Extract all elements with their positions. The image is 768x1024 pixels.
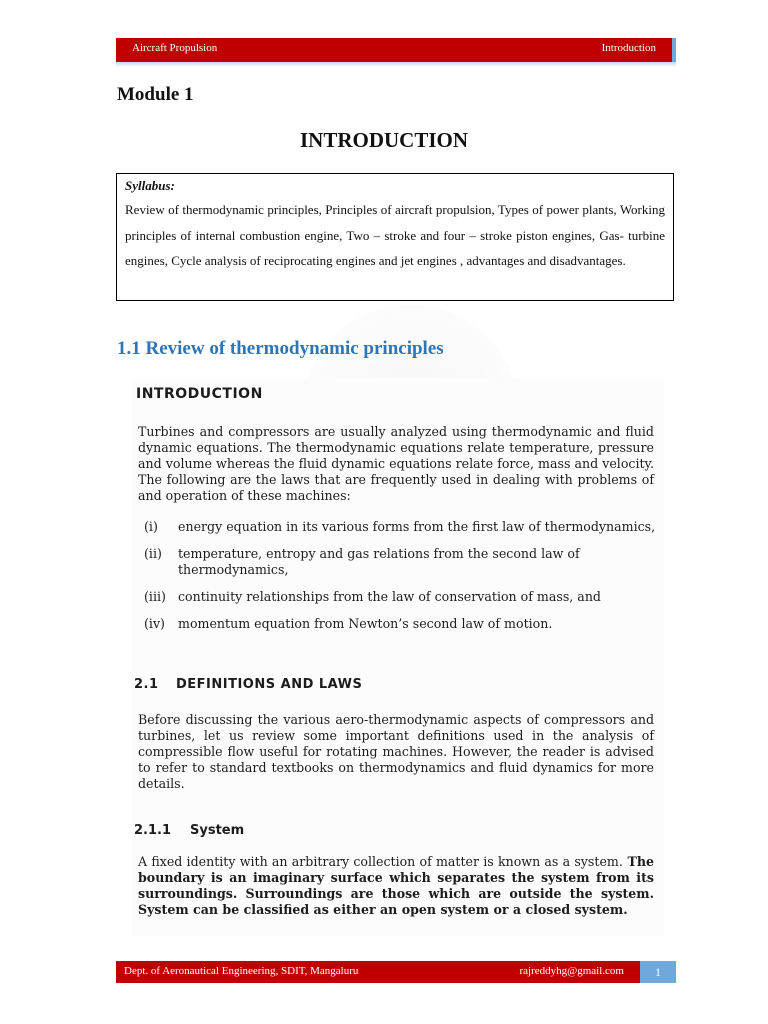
syllabus-body: Review of thermodynamic principles, Principles of aircraft propulsion, Types of power plants, Working principles of internal combustion engine, Two – stroke and four – stroke piston engines, Gas- turbine engines, Cycle analysis of reciprocating engines and jet engines , advantages and disadvantages. — [125, 202, 665, 268]
system-boundary-text: The boundary is an imaginary surface which separates the system from its surroundings. Surroundings are those which are outside the system. System can be classified as either an open system or a closed system. — [138, 854, 654, 917]
module-label: Module 1 — [117, 84, 194, 105]
scan-system-paragraph — [138, 854, 654, 918]
list-item-number: (i) — [144, 519, 158, 534]
list-item-text: momentum equation from Newton’s second law of motion. — [178, 616, 553, 631]
list-item-number: (iv) — [144, 616, 165, 631]
list-item — [144, 616, 656, 632]
header-course-title: Aircraft Propulsion — [132, 42, 218, 54]
list-item-text: energy equation in its various forms from the first law of thermodynamics, — [178, 519, 656, 534]
syllabus-label: Syllabus: — [125, 178, 175, 193]
list-item-text: continuity relationships from the law of conservation of mass, and — [178, 589, 601, 604]
section-number: 2.1 — [134, 677, 159, 692]
section-title: DEFINITIONS AND LAWS — [176, 677, 363, 692]
scan-section-2-1-heading — [134, 677, 362, 692]
list-item-number: (iii) — [144, 589, 166, 604]
list-item-number: (ii) — [144, 546, 162, 561]
section-number: 2.1.1 — [134, 823, 172, 838]
list-item — [144, 519, 656, 535]
system-definition: A fixed identity with an arbitrary collection of matter is known as a system. — [138, 854, 623, 869]
scan-intro-heading: INTRODUCTION — [136, 386, 263, 402]
scanned-textbook-excerpt — [132, 378, 664, 936]
header-accent — [672, 38, 676, 62]
scan-law-list — [144, 519, 656, 643]
list-item — [144, 589, 656, 605]
scan-section-2-1-1-heading — [134, 823, 244, 838]
syllabus-box — [116, 173, 674, 301]
page-header-bar — [116, 38, 672, 62]
footer-email: rajreddyhg@gmail.com — [519, 965, 624, 977]
page-number: 1 — [640, 961, 676, 983]
list-item-text: temperature, entropy and gas relations from the second law of thermodynamics, — [178, 546, 580, 577]
footer-department: Dept. of Aeronautical Engineering, SDIT, Mangaluru — [124, 965, 359, 977]
header-chapter-title: Introduction — [601, 42, 656, 54]
scan-definitions-paragraph: Before discussing the various aero-thermodynamic aspects of compressors and turbines, let us review some important definitions used in the analysis of compressible flow useful for rotating machines. However, the reader is advised to refer to standard textbooks on thermodynamics and fluid dynamics for more details. — [138, 712, 654, 791]
scan-intro-paragraph: Turbines and compressors are usually analyzed using thermodynamic and fluid dynamic equations. The thermodynamic equations relate temperature, pressure and volume whereas the fluid dynamic equations relate force, mass and velocity. The following are the laws that are frequently used in dealing with problems of and operation of these machines: — [138, 424, 654, 503]
section-title: System — [190, 823, 245, 838]
list-item — [144, 546, 656, 578]
page-title: INTRODUCTION — [299, 128, 469, 152]
page-footer-bar — [116, 961, 640, 983]
header-shadow — [116, 62, 676, 67]
section-heading: 1.1 Review of thermodynamic principles — [117, 338, 444, 359]
